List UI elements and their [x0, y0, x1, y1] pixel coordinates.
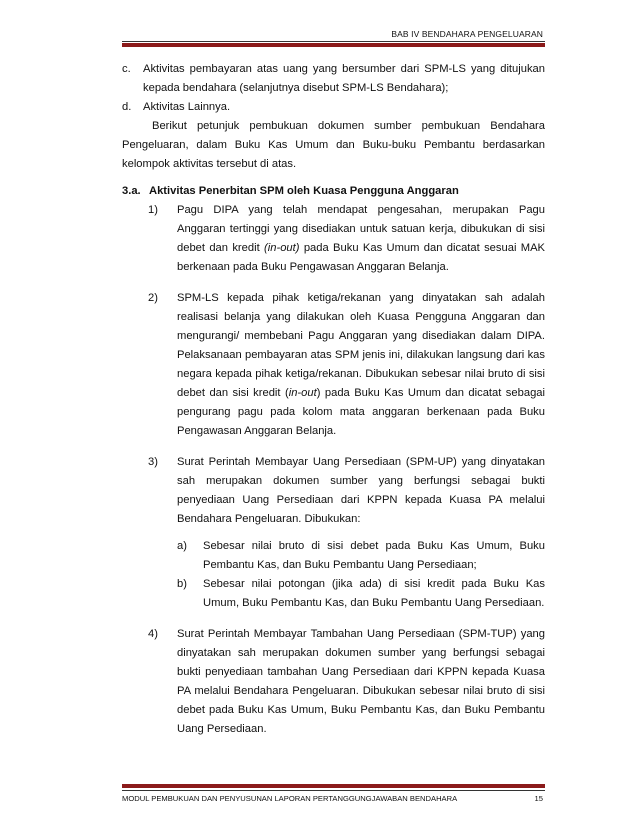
numbered-item-2 [122, 289, 545, 441]
footer-rule-thin [122, 790, 545, 791]
intro-paragraph: Berikut petunjuk pembukuan dokumen sumber pembukuan Bendahara Pengeluaran, dalam Buku Kas Umum dan Buku-buku Pembantu berdasarkan kelompok aktivitas tersebut di atas. [122, 120, 545, 170]
section-heading [122, 182, 545, 201]
item-number: 1) [148, 204, 158, 216]
page-number: 15 [534, 794, 543, 803]
item-text: Surat Perintah Membayar Uang Persediaan (SPM-UP) yang dinyatakan sah merupakan dokumen sumber yang berfungsi sebagai bukti penyediaan Uang Persediaan dari KPPN kepada Kuasa PA melalui Bendahara Pengeluaran. Dibukukan: [177, 456, 545, 525]
sub-item-label: a) [177, 540, 187, 552]
sub-item-a [122, 537, 545, 575]
list-label: c. [122, 63, 131, 75]
sub-item-text: Sebesar nilai potongan (jika ada) di sisi kredit pada Buku Kas Umum, Buku Pembantu Kas, dan Buku Pembantu Uang Persediaan. [203, 578, 545, 609]
header-rule-thick [122, 43, 545, 47]
footer-rule-thick [122, 784, 545, 788]
list-label: d. [122, 101, 132, 113]
emphasis-text: in-out [288, 387, 317, 399]
item-text: SPM-LS kepada pihak ketiga/rekanan yang dinyatakan sah adalah realisasi belanja yang dilakukan oleh Kuasa Pengguna Anggaran dan mengurangi/ membebani Pagu Anggaran yang disediakan dalam DIPA. Pelaksanaan pembayaran atas SPM jenis ini, dilakukan langsung dari kas negara kepada pihak ketiga/rekanan. Dibukukan sebesar nilai bruto di sisi debet dan sisi kredit (in-out) pada Buku Kas Umum dan dicatat sebagai pengurang pagu pada kolom mata anggaran berkenaan pada Buku Pengawasan Anggaran Belanja. [177, 292, 545, 437]
sub-item-text: Sebesar nilai bruto di sisi debet pada Buku Kas Umum, Buku Pembantu Kas, dan Buku Pembantu Uang Persediaan; [203, 540, 545, 571]
emphasis-text: (in-out) [264, 242, 300, 254]
header-rule-thin [122, 41, 545, 42]
list-text: Aktivitas Lainnya. [143, 101, 231, 113]
footer-module-title: MODUL PEMBUKUAN DAN PENYUSUNAN LAPORAN PERTANGGUNGJAWABAN BENDAHARA [122, 794, 458, 803]
item-number: 3) [148, 456, 158, 468]
list-item-d [122, 98, 545, 117]
numbered-item-1 [122, 201, 545, 277]
numbered-item-4 [122, 625, 545, 739]
item-number: 2) [148, 292, 158, 304]
sub-item-label: b) [177, 578, 187, 590]
list-item-c [122, 60, 545, 98]
section-number: 3.a. [122, 185, 141, 197]
numbered-item-3 [122, 453, 545, 529]
item-number: 4) [148, 628, 158, 640]
section-title: Aktivitas Penerbitan SPM oleh Kuasa Pengguna Anggaran [149, 185, 459, 197]
list-text: Aktivitas pembayaran atas uang yang bersumber dari SPM-LS yang ditujukan kepada bendahara (selanjutnya disebut SPM-LS Bendahara); [143, 63, 545, 94]
body-text [122, 60, 545, 739]
item-text: Pagu DIPA yang telah mendapat pengesahan, merupakan Pagu Anggaran tertinggi yang disediakan untuk satuan kerja, dibukukan di sisi debet dan kredit (in-out) pada Buku Kas Umum dan dicatat sesuai MAK berkenaan pada Buku Pengawasan Anggaran Belanja. [177, 204, 546, 273]
running-header: BAB IV BENDAHARA PENGELUARAN [391, 29, 543, 39]
item-text: Surat Perintah Membayar Tambahan Uang Persediaan (SPM-TUP) yang dinyatakan sah merupakan dokumen sumber yang berfungsi sebagai bukti penyediaan tambahan Uang Persediaan dari KPPN kepada Kuasa PA melalui Bendahara Pengeluaran. Dibukukan sebesar nilai bruto di sisi debet pada Buku Kas Umum, Buku Pembantu Kas, dan Buku Pembantu Uang Persediaan. [177, 628, 545, 735]
sub-item-b [122, 575, 545, 613]
